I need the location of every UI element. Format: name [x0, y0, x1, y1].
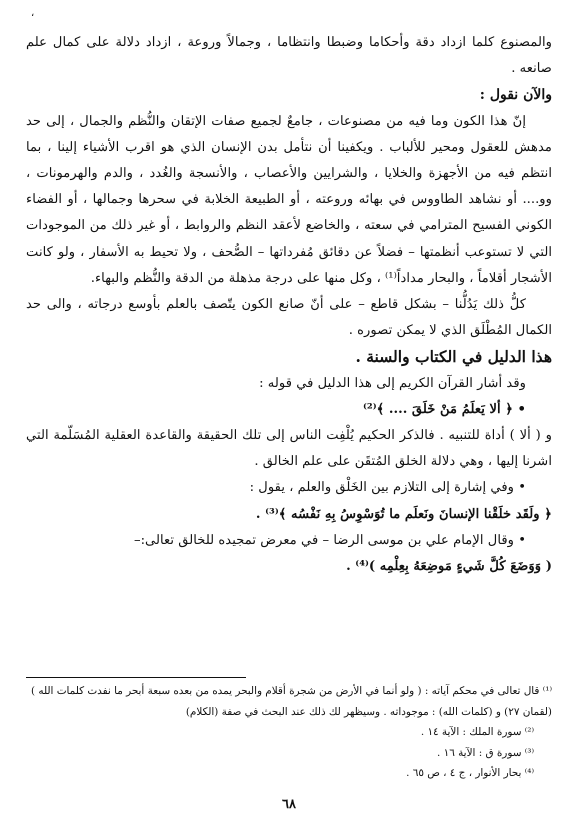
paragraph: كلُّ ذلك يَدُلُّنا – بشكل قاطع – على أنّ صانع الكون يتّصف بالعلم بأوسع درجاته ، والى حد الكمال المُطْلَق الذي لا يمكن تصوره . [26, 297, 552, 339]
footnotes [26, 681, 552, 784]
footnote: ⁽⁴⁾ بحار الأنوار ، ج ٤ ، ص ٦٥ . [406, 767, 534, 779]
paragraph: إنّ هذا الكون وما فيه من مصنوعات ، جامعٌ لجميع صفات الإتقان والنُّظم والجمال ، إلى حد مدهش للعقول ومحير للألباب . ويكفينا أن نتأمل بدن الإنسان الذي هو اقرب الأشياء إلينا ، بما انتظم فيه من الأجهزة والخلايا ، والشرايين والأعصاب ، والأنسجة والغُدد ، والدم والهرمونات ، وو.... أو نشاهد الطاووس في بهائه وروعته ، أو الطبيعة الخلابة في سحرها وجمالها ، أو الفضاء الكوني الفسيح المترامي في سعته ، والخاضع لأعقد النظم والروابط ، أو غير ذلك من الموجودات التي لا تستوعب أنظمتها – فضلاً عن دقائق مُفرداتها – الصُّحف ، ولا تحيط به الأسفار ، ولو كانت الأشجار أقلاماً ، والبحار مداداً⁽¹⁾ ، وكل منها على درجة مذهلة من الدقة والنُّظم والبهاء. [26, 113, 552, 286]
quran-verse: • ﴿ ألا يَعلَمُ مَنْ خَلَقَ .... ﴾⁽²⁾ [26, 397, 552, 423]
section-heading: والآن نقول : [479, 87, 552, 104]
paragraph: و ( ألا ) أداة للتنبيه . فالذكر الحكيم يُلْفِت الناس إلى تلك الحقيقة والقاعدة العقلية المُسَلّمة التي اشرنا إليها ، وهي دلالة الخلق المُتقَن على علم الخالق . [26, 428, 552, 470]
paragraph: والمصنوع كلما ازداد دقة وأحكاما وضبطا وانتظاما ، وجمالاً وروعة ، ازداد دلالة على كمال علم صانعه . [26, 35, 552, 77]
paragraph: وقد أشار القرآن الكريم إلى هذا الدليل في قوله : [259, 375, 526, 391]
section-heading: هذا الدليل في الكتاب والسنة . [355, 347, 552, 367]
footnote: ⁽³⁾ سورة ق : الآية ١٦ . [437, 746, 534, 759]
footnote: ⁽¹⁾ قال تعالى في محكم آياته : ( ولو أنما في الأرض من شجرة أقلام والبحر يمده من بعده سبعة أبحر ما نفدت كلمات الله ) (لقمان ٢٧) و (كلمات الله) : موجوداته . وسيظهر لك ذلك عند البحث في صفة (الكلام) [31, 685, 552, 718]
quran-verse: ﴿ ولَقَد خلَقْنا الإنسانَ ونَعلَم ما تُوَسْوِسُ بِهِ نَفْسُه ﴾⁽³⁾ . [255, 506, 552, 522]
page-number: ٦٨ [282, 797, 296, 812]
footnote-divider [26, 677, 246, 678]
hadith-quote: ( وَوَضَعَ كُلَّ شَيءٍ مَوضِعَهُ بِعِلْمِه )⁽⁴⁾ . [346, 559, 552, 575]
paragraph: • وقال الإمام علي بن موسى الرضا – في معرض تمجيده للخالق تعالى:– [26, 528, 552, 554]
main-text [26, 30, 552, 580]
corner-mark: ، [31, 8, 35, 19]
paragraph: • وفي إشارة إلى التلازم بين الخَلْق والعلم ، يقول : [26, 475, 552, 501]
footnote: ⁽²⁾ سورة الملك : الآية ١٤ . [420, 726, 534, 738]
